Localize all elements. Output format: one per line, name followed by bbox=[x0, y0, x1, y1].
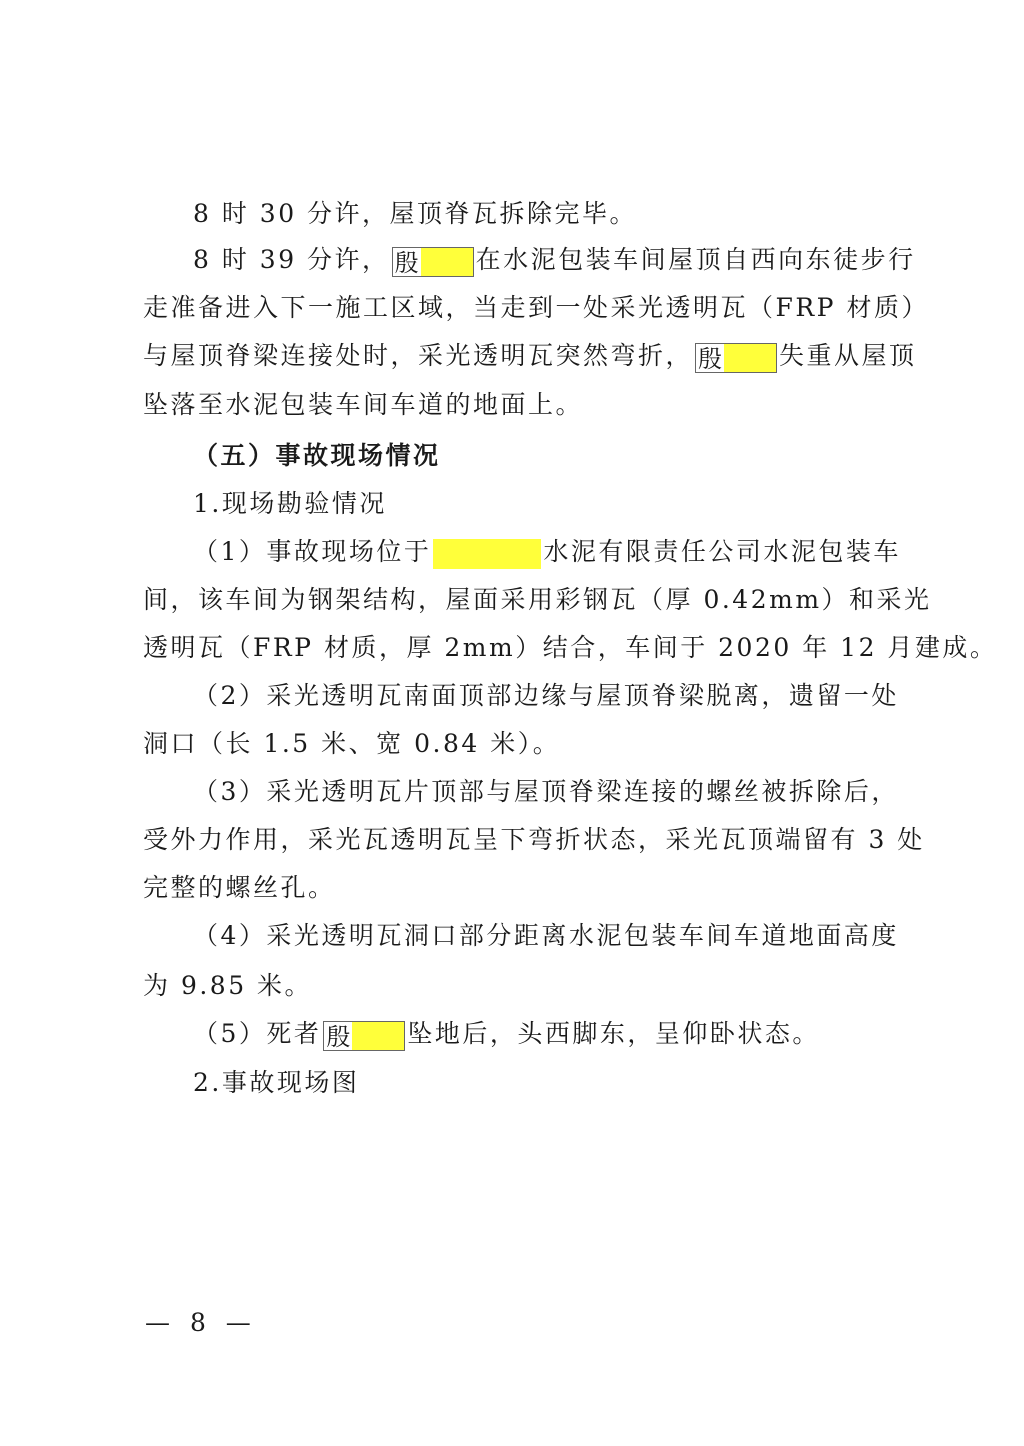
text-line: 完整的螺丝孔。 bbox=[143, 873, 336, 902]
text-segment: （1）事故现场位于 bbox=[193, 537, 432, 566]
section-heading: （五）事故现场情况 bbox=[193, 441, 441, 470]
text-line bbox=[193, 236, 916, 284]
text-line: 走准备进入下一施工区域，当走到一处采光透明瓦（FRP 材质） bbox=[143, 293, 929, 322]
redacted-location bbox=[433, 539, 541, 569]
text-segment: （5）死者 bbox=[193, 1019, 322, 1048]
text-line: 洞口（长 1.5 米、宽 0.84 米）。 bbox=[143, 729, 561, 758]
text-line: 为 9.85 米。 bbox=[143, 971, 313, 1000]
text-line: 受外力作用，采光瓦透明瓦呈下弯折状态，采光瓦顶端留有 3 处 bbox=[143, 825, 925, 854]
text-segment: 失重从屋顶 bbox=[779, 341, 917, 370]
text-segment: 在水泥包装车间屋顶自西向东徒步行 bbox=[475, 245, 916, 274]
text-segment: 水泥有限责任公司水泥包装车 bbox=[543, 537, 901, 566]
redacted-name bbox=[695, 343, 777, 373]
redacted-surname: 殷 bbox=[698, 344, 723, 373]
text-line bbox=[193, 1010, 895, 1058]
text-line: 坠落至水泥包装车间车道的地面上。 bbox=[143, 390, 584, 419]
text-line: （3）采光透明瓦片顶部与屋顶脊梁连接的螺丝被拆除后， bbox=[193, 777, 899, 806]
redacted-name bbox=[323, 1021, 405, 1051]
text-line: 间，该车间为钢架结构，屋面采用彩钢瓦（厚 0.42mm）和采光 bbox=[143, 585, 932, 614]
redacted-name bbox=[392, 247, 474, 277]
text-line bbox=[143, 332, 917, 380]
subsection-heading: 2.事故现场图 bbox=[193, 1068, 360, 1097]
redacted-surname: 殷 bbox=[394, 248, 419, 277]
text-line: （4）采光透明瓦洞口部分距离水泥包装车间车道地面高度 bbox=[193, 921, 899, 950]
page-number: — 8 — bbox=[145, 1308, 257, 1337]
text-segment: 坠地后，头西脚东，呈仰卧状态。 bbox=[407, 1019, 820, 1048]
subsection-heading: 1.现场勘验情况 bbox=[193, 489, 387, 518]
text-segment: 与屋顶脊梁连接处时，采光透明瓦突然弯折， bbox=[143, 341, 694, 370]
text-segment: 8 时 39 分许， bbox=[193, 245, 390, 274]
text-line bbox=[193, 528, 901, 576]
text-line: （2）采光透明瓦南面顶部边缘与屋顶脊梁脱离，遗留一处 bbox=[193, 681, 899, 710]
text-line: 透明瓦（FRP 材质，厚 2mm）结合，车间于 2020 年 12 月建成。 bbox=[143, 633, 998, 662]
redacted-surname: 殷 bbox=[326, 1022, 351, 1051]
text-line: 8 时 30 分许，屋顶脊瓦拆除完毕。 bbox=[193, 199, 638, 228]
